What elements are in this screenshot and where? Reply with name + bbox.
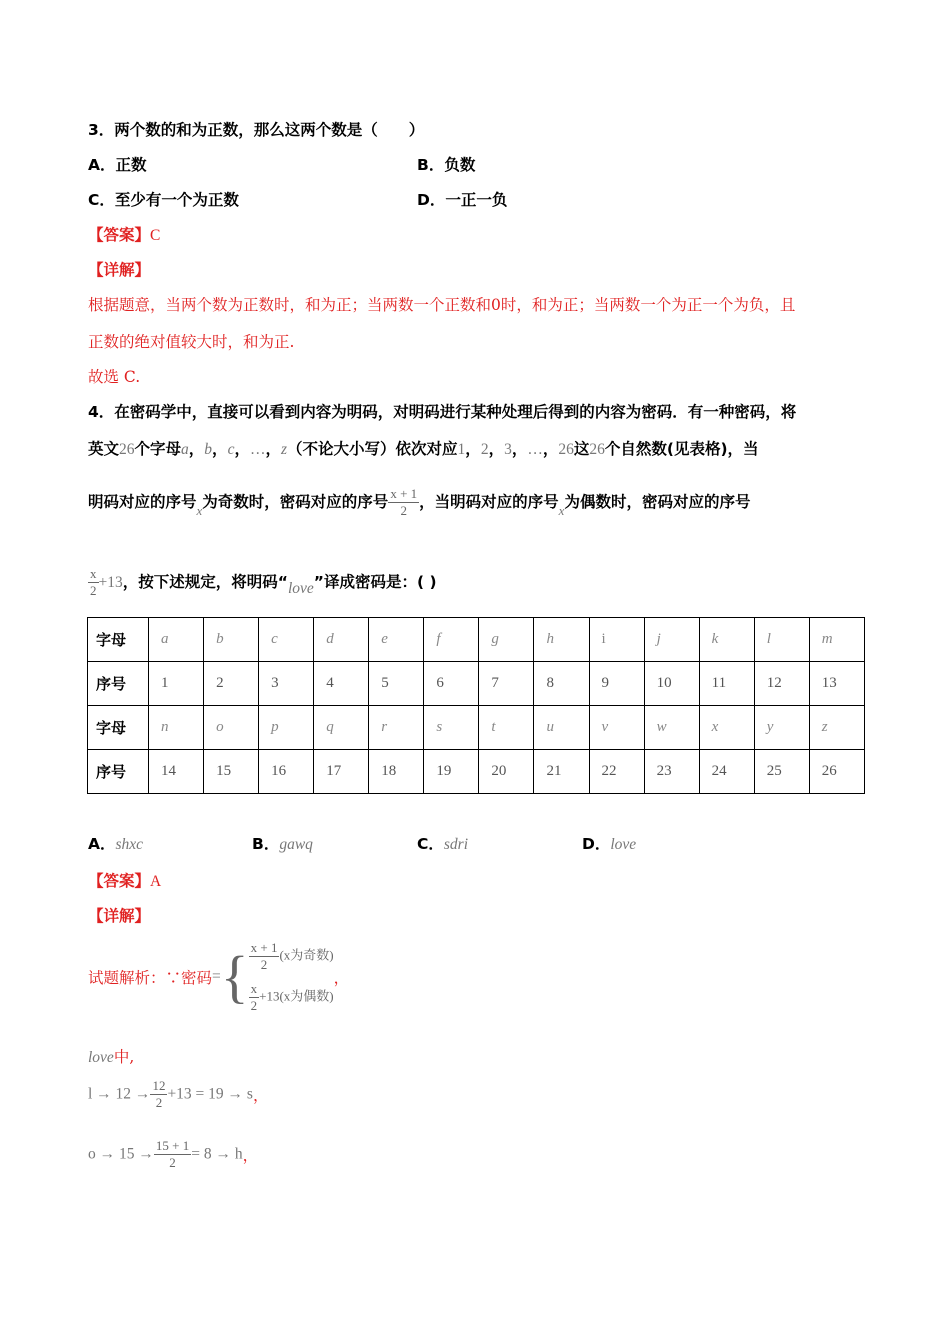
cell-number: 6: [424, 662, 479, 706]
cell-number: 22: [589, 750, 644, 794]
fraction-x-plus-1-over-2: $\frac{x + 1}{2}$: [390, 486, 418, 518]
cell-number: 18: [369, 750, 424, 794]
cell-number: 2: [204, 662, 259, 706]
cell-letter: y: [754, 706, 809, 750]
fraction-x-over-2: $\frac{x}{2}$: [90, 566, 97, 598]
cell-letter: t: [479, 706, 534, 750]
q3-conclusion: 故选 C.: [88, 368, 141, 386]
cell-letter: k: [699, 618, 754, 662]
cell-letter: s: [424, 706, 479, 750]
cell-letter: f: [424, 618, 479, 662]
q3-option-a: A．正数: [88, 156, 147, 174]
cell-number: 16: [259, 750, 314, 794]
cell-letter: z: [809, 706, 864, 750]
cell-letter: j: [644, 618, 699, 662]
cell-number: 12: [754, 662, 809, 706]
cell-number: 8: [534, 662, 589, 706]
row-label-number: 序号: [88, 662, 149, 706]
cell-letter: n: [149, 706, 204, 750]
cell-letter: i: [589, 618, 644, 662]
q4-love-line: love中,: [88, 1048, 135, 1066]
q3-option-d: D．一正一负: [417, 191, 508, 209]
cell-number: 1: [149, 662, 204, 706]
q4-option-d: D．love: [582, 835, 637, 853]
cell-letter: d: [314, 618, 369, 662]
cell-letter: u: [534, 706, 589, 750]
cell-number: 24: [699, 750, 754, 794]
cell-number: 4: [314, 662, 369, 706]
cell-letter: e: [369, 618, 424, 662]
cipher-table: [87, 617, 865, 794]
cell-number: 20: [479, 750, 534, 794]
cell-letter: c: [259, 618, 314, 662]
cell-number: 26: [809, 750, 864, 794]
cell-letter: l: [754, 618, 809, 662]
q4-step-o: o → 15 → $\frac{15 + 1}{2}$ = 8 → h，: [88, 1138, 259, 1170]
table-row-letters-1: [88, 618, 865, 662]
cell-letter: r: [369, 706, 424, 750]
cell-number: 3: [259, 662, 314, 706]
table-row-numbers-2: [88, 750, 865, 794]
q3-detail-line1: 根据题意，当两个数为正数时，和为正；当两数一个正数和0时，和为正；当两数一个为正一个为负，且: [88, 296, 796, 314]
cell-letter: v: [589, 706, 644, 750]
cell-number: 5: [369, 662, 424, 706]
cell-number: 13: [809, 662, 864, 706]
cell-letter: q: [314, 706, 369, 750]
table-row-letters-2: [88, 706, 865, 750]
cell-letter: x: [699, 706, 754, 750]
piecewise-cases: $\frac{x + 1}{2}$ (x为奇数) $\frac{x}{2}$ +13(x为偶数): [250, 940, 334, 1013]
cell-number: 10: [644, 662, 699, 706]
q4-option-c: C．sdri: [417, 835, 469, 853]
cell-number: 21: [534, 750, 589, 794]
cell-number: 17: [314, 750, 369, 794]
cell-number: 25: [754, 750, 809, 794]
q3-answer: 【答案】C: [88, 226, 161, 244]
q4-analysis-piecewise: 试题解析：∵密码={ $\frac{x + 1}{2}$ (x为奇数) $\frac{x}{2}$ +13(x为偶数) ，: [88, 936, 349, 1018]
row-label-letter: 字母: [88, 618, 149, 662]
cell-number: 23: [644, 750, 699, 794]
q3-detail-line2: 正数的绝对值较大时，和为正.: [88, 333, 295, 351]
cell-number: 14: [149, 750, 204, 794]
q3-stem: 3．两个数的和为正数，那么这两个数是（ ）: [88, 121, 425, 139]
q4-line2: 英文26个字母a，b，c，…，z（不论大小写）依次对应1，2，3，…，26这26个自然数(见表格)，当: [88, 440, 759, 458]
row-label-letter: 字母: [88, 706, 149, 750]
cell-number: 7: [479, 662, 534, 706]
cell-number: 15: [204, 750, 259, 794]
left-brace-icon: {: [220, 944, 249, 1009]
row-label-number: 序号: [88, 750, 149, 794]
q3-option-b: B．负数: [417, 156, 476, 174]
table-row-numbers-1: [88, 662, 865, 706]
cell-letter: o: [204, 706, 259, 750]
cell-letter: b: [204, 618, 259, 662]
cell-letter: p: [259, 706, 314, 750]
q4-detail-tag: 【详解】: [88, 907, 151, 925]
cell-letter: w: [644, 706, 699, 750]
q4-answer: 【答案】A: [88, 872, 162, 890]
q4-step-l: l → 12 → $\frac{12}{2}$ +13 = 19 → s，: [88, 1078, 269, 1110]
cell-number: 11: [699, 662, 754, 706]
q3-option-c: C．至少有一个为正数: [88, 191, 239, 209]
q4-line1: 4．在密码学中，直接可以看到内容为明码，对明码进行某种处理后得到的内容为密码．有一种密码，将: [88, 403, 797, 421]
cell-number: 9: [589, 662, 644, 706]
q3-detail-tag: 【详解】: [88, 261, 151, 279]
cell-letter: m: [809, 618, 864, 662]
q4-option-a: A．shxc: [88, 835, 144, 853]
q4-line3: 明码对应的序号$_x$为奇数时，密码对应的序号 $\frac{x + 1}{2}$ ，当明码对应的序号$_x$为偶数时，密码对应的序号: [88, 486, 751, 518]
q4-line4: $\frac{x}{2}$ +13，按下述规定，将明码“love”译成密码是：( ): [90, 566, 437, 598]
q4-option-b: B．gawq: [252, 835, 313, 853]
cell-letter: g: [479, 618, 534, 662]
cell-number: 19: [424, 750, 479, 794]
cell-letter: a: [149, 618, 204, 662]
cell-letter: h: [534, 618, 589, 662]
